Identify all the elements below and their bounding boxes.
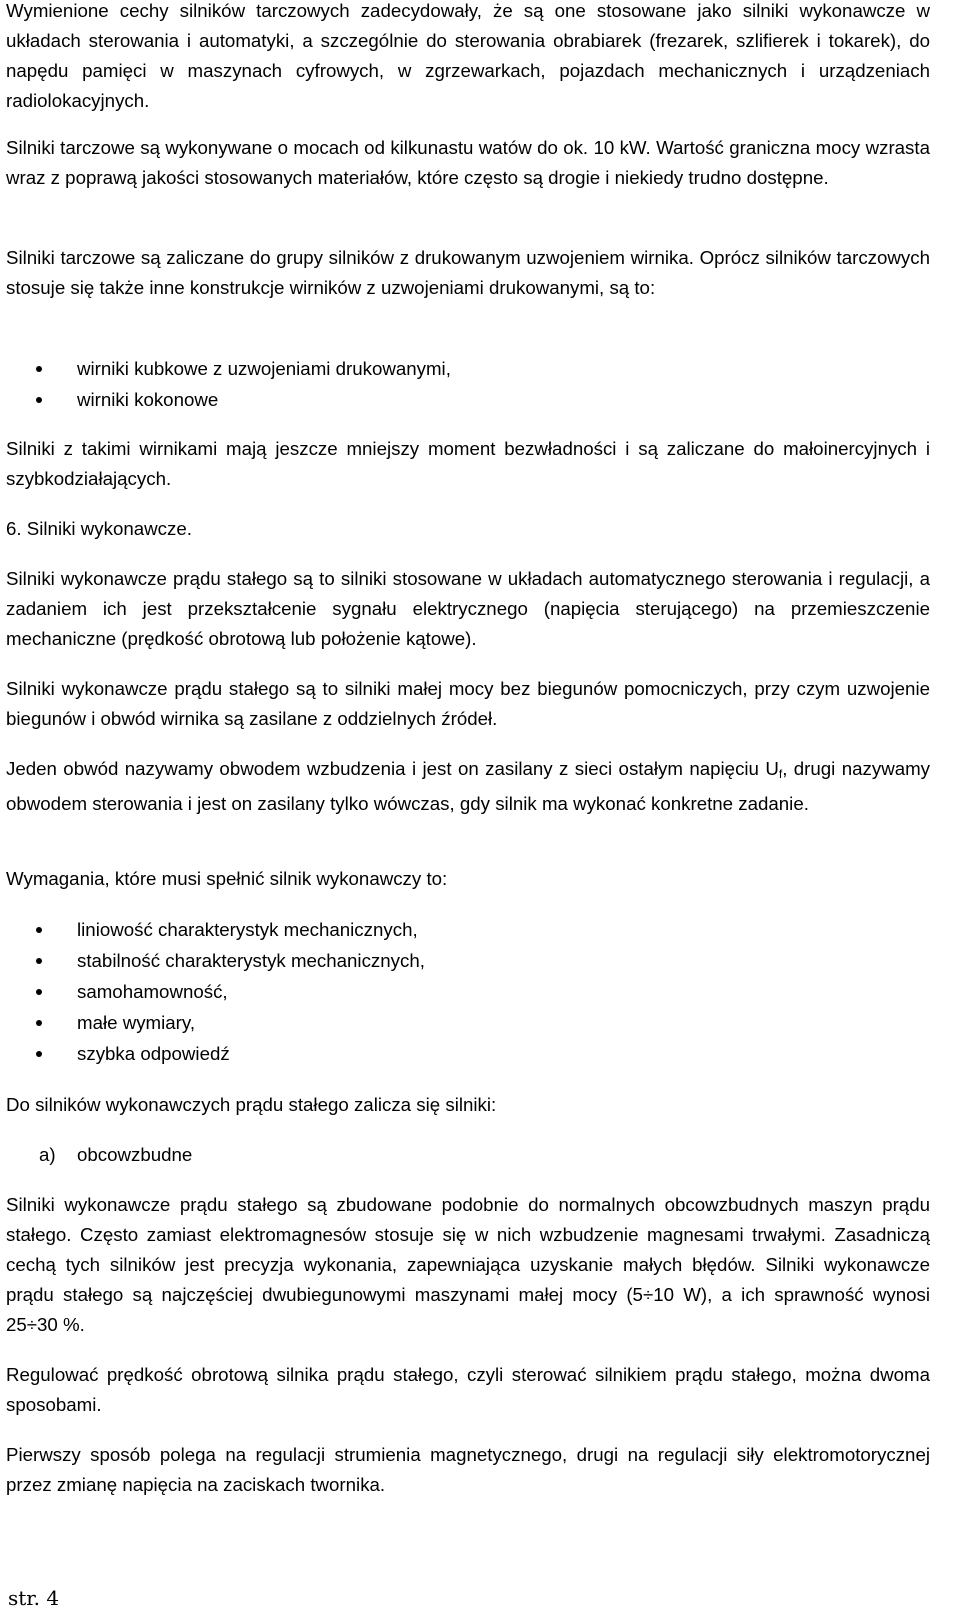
paragraph-circuits-part1: Jeden obwód nazywamy obwodem wzbudzenia i jest on zasilany z sieci ostałym napięciu U <box>6 758 779 779</box>
paragraph-circuits-part2: , drugi nazywamy obwodem sterowania i jest on zasilany tylko wówczas, gdy silnik ma wykonać konkretne zadanie. <box>6 758 930 814</box>
paragraph-types-intro: Do silników wykonawczych prądu stałego zalicza się silniki: <box>6 1094 497 1115</box>
list-item: liniowość charakterystyk mechanicznych, <box>6 914 930 945</box>
section-heading: 6. Silniki wykonawcze. <box>6 518 192 539</box>
paragraph-low-inertia: Silniki z takimi wirnikami mają jeszcze mniejszy moment bezwładności i są zaliczane do małoinercyjnych i szybkodziałających. <box>6 438 930 489</box>
list-item: samohamowność, <box>6 976 930 1007</box>
paragraph-definition: Silniki wykonawcze prądu stałego są to silniki stosowane w układach automatycznego sterowania i regulacji, a zadaniem ich jest przekształcenie sygnału elektrycznego (napięcia sterującego) na przemieszczenie mechaniczne (prędkość obrotową lub położenie kątowe). <box>6 568 930 649</box>
list-item: wirniki kubkowe z uzwojeniami drukowanymi, <box>6 353 930 384</box>
list-item: wirniki kokonowe <box>6 384 930 415</box>
alpha-list-text: obcowzbudne <box>77 1144 193 1165</box>
paragraph-circuits <box>6 754 930 819</box>
paragraph-separately-excited: Silniki wykonawcze prądu stałego są zbudowane podobnie do normalnych obcowzbudnych maszyn prądu stałego. Często zamiast elektromagnesów stosuje się w nich wzbudzenie magnesami trwałymi. Zasadniczą cechą tych silników jest precyzja wykonania, zapewniająca uzyskanie małych błędów. Silniki wykonawcze prądu stałego są najczęściej dwubiegunowymi maszynami małej mocy (5÷10 W), a ich sprawność wynosi 25÷30 %. <box>6 1194 930 1335</box>
paragraph-applications: Wymienione cechy silników tarczowych zadecydowały, że są one stosowane jako silniki wykonawcze w układach sterowania i automatyki, a szczególnie do sterowania obrabiarek (frezarek, szlifierek i tokarek), do napędu pamięci w maszynach cyfrowych, w zgrzewarkach, pojazdach mechanicznych i urządzeniach radiolokacyjnych. <box>6 0 930 111</box>
paragraph-printed-winding: Silniki tarczowe są zaliczane do grupy silników z drukowanym uzwojeniem wirnika. Oprócz silników tarczowych stosuje się także inne konstrukcje wirników z uzwojeniami drukowanymi, są to: <box>6 247 930 298</box>
rotor-types-list <box>6 353 930 415</box>
paragraph-requirements-intro: Wymagania, które musi spełnić silnik wykonawczy to: <box>6 868 448 889</box>
subscript-f: f <box>778 767 783 781</box>
alpha-list-item <box>6 1140 930 1170</box>
paragraph-speed-control: Regulować prędkość obrotową silnika prądu stałego, czyli sterować silnikiem prądu stałego, można dwoma sposobami. <box>6 1364 930 1415</box>
alpha-list-label: a) <box>39 1144 56 1165</box>
requirements-list <box>6 914 930 1069</box>
paragraph-construction: Silniki wykonawcze prądu stałego są to silniki małej mocy bez biegunów pomocniczych, przy czym uzwojenie biegunów i obwód wirnika są zasilane z oddzielnych źródeł. <box>6 678 930 729</box>
list-item: szybka odpowiedź <box>6 1038 930 1069</box>
page-number: str. 4 <box>8 1586 60 1610</box>
paragraph-power-range: Silniki tarczowe są wykonywane o mocach od kilkunastu watów do ok. 10 kW. Wartość graniczna mocy wzrasta wraz z poprawą jakości stosowanych materiałów, które często są drogie i niekiedy trudno dostępne. <box>6 137 930 188</box>
paragraph-methods: Pierwszy sposób polega na regulacji strumienia magnetycznego, drugi na regulacji siły elektromotorycznej przez zmianę napięcia na zaciskach twornika. <box>6 1444 930 1495</box>
list-item: stabilność charakterystyk mechanicznych, <box>6 945 930 976</box>
list-item: małe wymiary, <box>6 1007 930 1038</box>
